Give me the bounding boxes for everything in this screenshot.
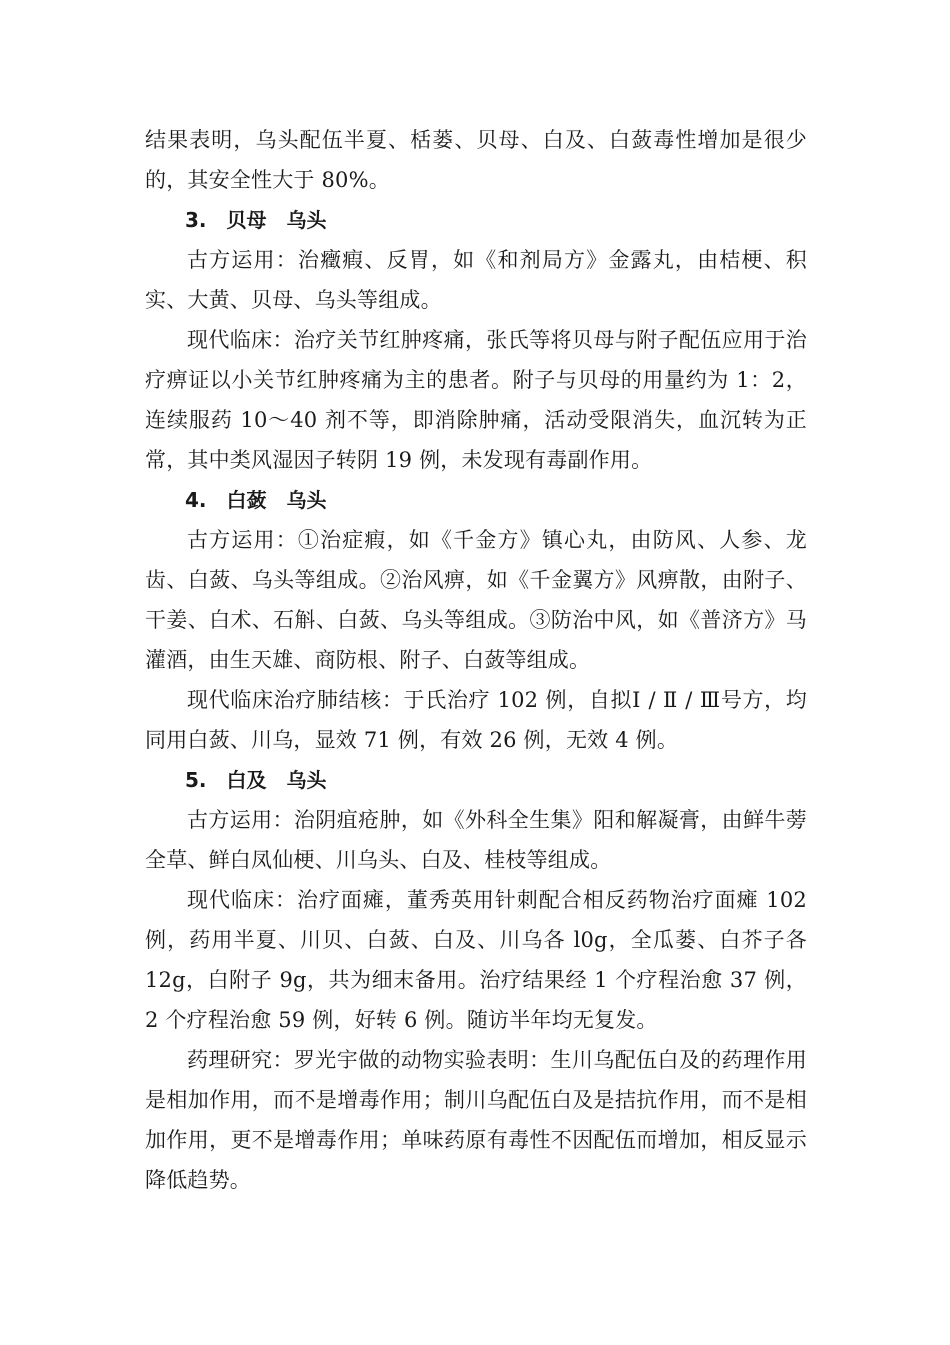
body-paragraph: 现代临床治疗肺结核：于氏治疗 102 例，自拟Ⅰ / Ⅱ / Ⅲ号方，均同用白蔹、川乌，显效 71 例，有效 26 例，无效 4 例。: [145, 688, 807, 752]
document-body: [145, 120, 807, 1200]
section-heading-4: [145, 480, 807, 520]
section-heading-5: [145, 760, 807, 800]
body-paragraph: 古方运用：①治症瘕，如《千金方》镇心丸，由防风、人参、龙齿、白蔹、乌头等组成。②治风痹，如《千金翼方》风痹散，由附子、干姜、白术、石斛、白蔹、乌头等组成。③防治中风，如《普济方》马灌酒，由生天雄、商防根、附子、白蔹等组成。: [145, 528, 807, 672]
section-title: 贝母 乌头: [226, 208, 327, 232]
section-title: 白及 乌头: [226, 768, 327, 792]
body-paragraph: 药理研究：罗光宇做的动物实验表明：生川乌配伍白及的药理作用是相加作用，而不是增毒作用；制川乌配伍白及是拮抗作用，而不是相加作用，更不是增毒作用；单味药原有毒性不因配伍而增加，相反显示降低趋势。: [145, 1048, 807, 1192]
continuation-paragraph: 结果表明，乌头配伍半夏、栝蒌、贝母、白及、白蔹毒性增加是很少的，其安全性大于 80%。: [145, 128, 807, 192]
body-paragraph: 现代临床：治疗面瘫，董秀英用针刺配合相反药物治疗面瘫 102 例，药用半夏、川贝、白蔹、白及、川乌各 l0g，全瓜蒌、白芥子各 12g，白附子 9g，共为细末备用。治疗结果经 1 个疗程治愈 37 例， 2 个疗程治愈 59 例，好转 6 例。随访半年均无复发。: [145, 888, 807, 1032]
section-number: 5.: [185, 768, 207, 792]
section-number: 3.: [185, 208, 207, 232]
body-paragraph: 古方运用：治阴疽疮肿，如《外科全生集》阳和解凝膏，由鲜牛蒡全草、鲜白凤仙梗、川乌头、白及、桂枝等组成。: [145, 808, 807, 872]
section-heading-3: [145, 200, 807, 240]
body-paragraph: 现代临床：治疗关节红肿疼痛，张氏等将贝母与附子配伍应用于治疗痹证以小关节红肿疼痛为主的患者。附子与贝母的用量约为 1：2，连续服药 10～40 剂不等，即消除肿痛，活动受限消失，血沉转为正常，其中类风湿因子转阴 19 例，未发现有毒副作用。: [145, 328, 807, 472]
section-title: 白蔹 乌头: [226, 488, 327, 512]
body-paragraph: 古方运用：治癥瘕、反胃，如《和剂局方》金露丸，由桔梗、积实、大黄、贝母、乌头等组成。: [145, 248, 807, 312]
section-number: 4.: [185, 488, 207, 512]
